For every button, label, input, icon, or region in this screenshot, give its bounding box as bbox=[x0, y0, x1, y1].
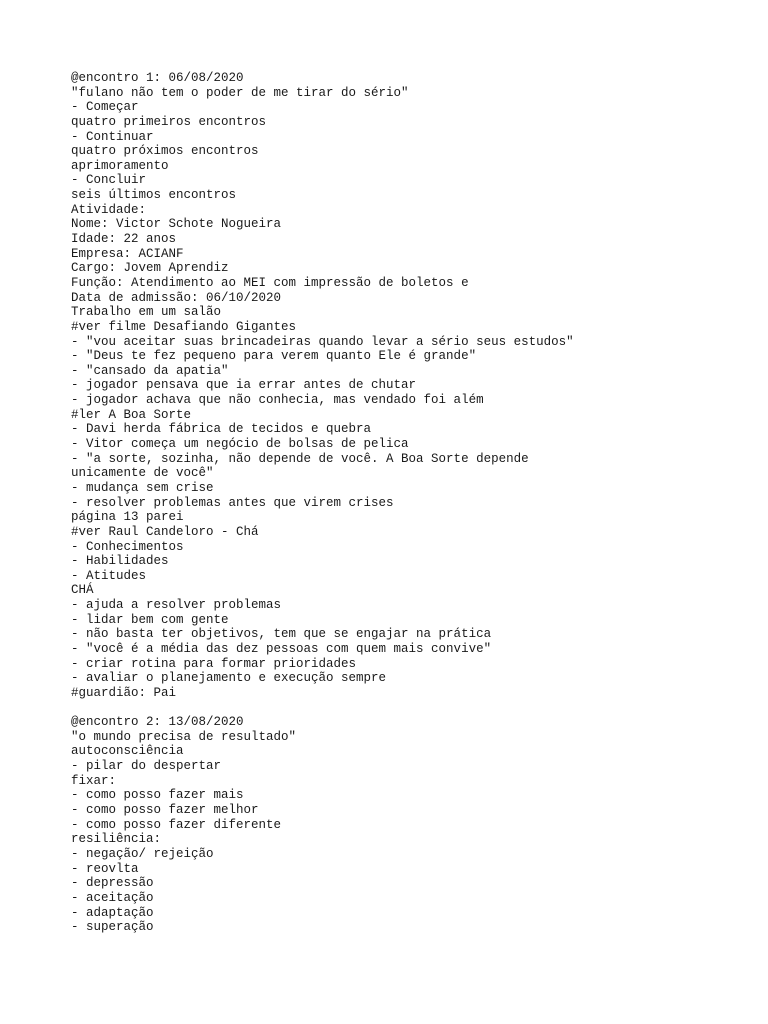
text-line: - Atitudes bbox=[71, 568, 147, 583]
text-line: #guardião: Pai bbox=[71, 685, 177, 700]
text-line: unicamente de você" bbox=[71, 466, 214, 481]
text-line: - ajuda a resolver problemas bbox=[71, 598, 282, 613]
text-line: - negação/ rejeição bbox=[71, 846, 214, 861]
text-line: @encontro 2: 13/08/2020 bbox=[71, 715, 244, 730]
text-line: Nome: Victor Schote Nogueira bbox=[71, 217, 282, 232]
text-line: - como posso fazer diferente bbox=[71, 817, 282, 832]
text-line: - jogador pensava que ia errar antes de chutar bbox=[71, 378, 417, 393]
text-line: - "cansado da apatia" bbox=[71, 363, 229, 378]
text-line: - "você é a média das dez pessoas com quem mais convive" bbox=[71, 641, 492, 656]
text-line: - Continuar bbox=[71, 129, 154, 144]
text-line: "fulano não tem o poder de me tirar do sério" bbox=[71, 85, 409, 100]
text-line: Cargo: Jovem Aprendiz bbox=[71, 261, 229, 276]
text-line: Atividade: bbox=[71, 202, 147, 217]
text-line: - como posso fazer mais bbox=[71, 788, 244, 803]
text-line: - reovlta bbox=[71, 861, 139, 876]
text-line: CHÁ bbox=[71, 583, 94, 598]
document-text-body bbox=[71, 71, 711, 935]
text-line: - não basta ter objetivos, tem que se engajar na prática bbox=[71, 627, 492, 642]
text-line: - "vou aceitar suas brincadeiras quando levar a sério seus estudos" bbox=[71, 334, 574, 349]
text-line: - "Deus te fez pequeno para verem quanto Ele é grande" bbox=[71, 349, 477, 364]
text-line: - pilar do despertar bbox=[71, 759, 222, 774]
text-line: - "a sorte, sozinha, não depende de você. A Boa Sorte depende bbox=[71, 451, 529, 466]
text-line: #ver filme Desafiando Gigantes bbox=[71, 319, 297, 334]
text-line: autoconsciência bbox=[71, 744, 184, 759]
text-line: @encontro 1: 06/08/2020 bbox=[71, 71, 244, 85]
text-line: aprimoramento bbox=[71, 158, 169, 173]
text-line: - lidar bem com gente bbox=[71, 612, 229, 627]
text-line: - resolver problemas antes que virem crises bbox=[71, 495, 394, 510]
text-line: quatro primeiros encontros bbox=[71, 114, 267, 129]
text-line: #ler A Boa Sorte bbox=[71, 407, 192, 422]
blank-line bbox=[71, 701, 711, 716]
text-line: - Conhecimentos bbox=[71, 539, 184, 554]
text-line: quatro próximos encontros bbox=[71, 144, 259, 159]
text-line: - aceitação bbox=[71, 890, 154, 905]
text-line: página 13 parei bbox=[71, 510, 184, 525]
text-line: - jogador achava que não conhecia, mas vendado foi além bbox=[71, 393, 484, 408]
text-line: seis últimos encontros bbox=[71, 188, 237, 203]
text-line: - depressão bbox=[71, 876, 154, 891]
text-line: #ver Raul Candeloro - Chá bbox=[71, 524, 259, 539]
text-line: Trabalho em um salão bbox=[71, 305, 222, 320]
text-line: - superação bbox=[71, 920, 154, 935]
text-line: - Começar bbox=[71, 100, 139, 115]
text-line: - como posso fazer melhor bbox=[71, 803, 259, 818]
text-line: "o mundo precisa de resultado" bbox=[71, 729, 297, 744]
text-line: - avaliar o planejamento e execução sempre bbox=[71, 671, 387, 686]
text-line: - Davi herda fábrica de tecidos e quebra bbox=[71, 422, 372, 437]
text-line: Função: Atendimento ao MEI com impressão de boletos e bbox=[71, 275, 469, 290]
text-line: Data de admissão: 06/10/2020 bbox=[71, 290, 282, 305]
text-line: - Habilidades bbox=[71, 554, 169, 569]
text-line: - mudança sem crise bbox=[71, 480, 214, 495]
text-line: - Concluir bbox=[71, 173, 147, 188]
text-line: - Vitor começa um negócio de bolsas de pelica bbox=[71, 437, 409, 452]
text-line: Idade: 22 anos bbox=[71, 232, 177, 247]
text-line: fixar: bbox=[71, 773, 117, 788]
text-line: - criar rotina para formar prioridades bbox=[71, 656, 357, 671]
text-line: resiliência: bbox=[71, 832, 162, 847]
text-line: - adaptação bbox=[71, 905, 154, 920]
text-line: Empresa: ACIANF bbox=[71, 246, 184, 261]
